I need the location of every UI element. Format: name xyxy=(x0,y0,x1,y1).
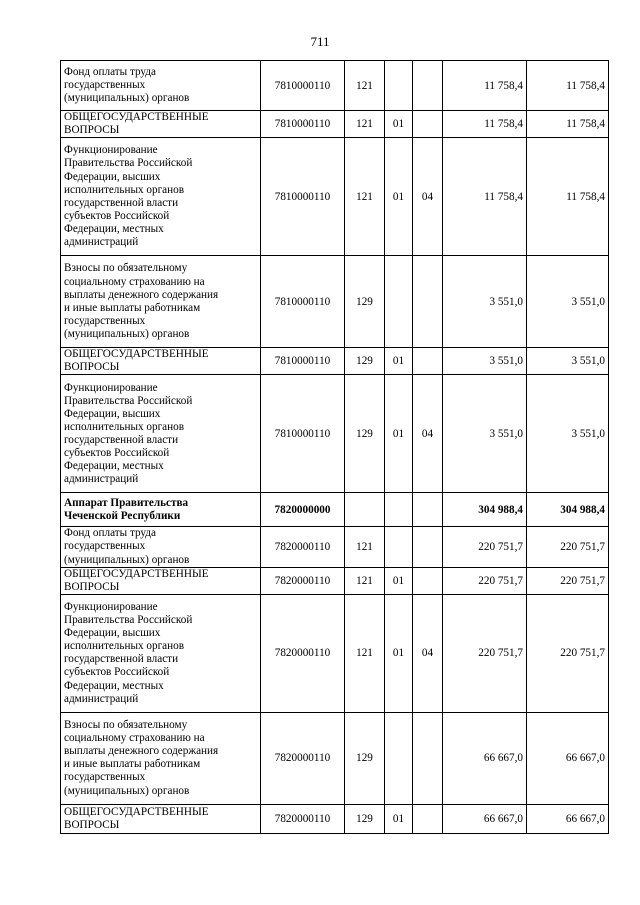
row-name xyxy=(61,804,261,833)
row-name-line: Взносы по обязательному xyxy=(64,719,188,732)
row-name-line: Правительства Российской xyxy=(64,157,193,170)
section-code: 01 xyxy=(385,111,413,138)
amount-1: 11 758,4 xyxy=(443,138,527,256)
amount-2: 220 751,7 xyxy=(527,567,609,594)
amount-1: 3 551,0 xyxy=(443,256,527,348)
target-article-code: 7810000110 xyxy=(261,256,345,348)
row-name-line: ВОПРОСЫ xyxy=(64,361,120,374)
subsection-code xyxy=(413,111,443,138)
row-name-line: администраций xyxy=(64,692,139,705)
row-name xyxy=(61,493,261,527)
row-name-line: государственной власти xyxy=(64,433,179,446)
subsection-code: 04 xyxy=(413,375,443,493)
expense-type-code: 129 xyxy=(345,375,385,493)
amount-1: 66 667,0 xyxy=(443,804,527,833)
target-article-code: 7820000110 xyxy=(261,804,345,833)
table-row xyxy=(61,61,609,111)
target-article-code: 7820000110 xyxy=(261,594,345,712)
subsection-code xyxy=(413,712,443,804)
target-article-code: 7820000110 xyxy=(261,527,345,567)
row-name-line: Функционирование xyxy=(64,600,158,613)
amount-2: 220 751,7 xyxy=(527,594,609,712)
section-code xyxy=(385,256,413,348)
row-name-line: ОБЩЕГОСУДАРСТВЕННЫЕ xyxy=(64,348,209,361)
section-code xyxy=(385,493,413,527)
expense-type-code: 129 xyxy=(345,712,385,804)
table-row xyxy=(61,138,609,256)
row-name-line: государственных xyxy=(64,540,146,553)
subsection-code xyxy=(413,804,443,833)
row-name-line: и иные выплаты работникам xyxy=(64,301,201,314)
target-article-code: 7810000110 xyxy=(261,375,345,493)
amount-2: 11 758,4 xyxy=(527,61,609,111)
section-code: 01 xyxy=(385,375,413,493)
section-code: 01 xyxy=(385,594,413,712)
subsection-code: 04 xyxy=(413,594,443,712)
amount-2: 304 988,4 xyxy=(527,493,609,527)
row-name-line: ВОПРОСЫ xyxy=(64,818,120,831)
row-name-line: администраций xyxy=(64,473,139,486)
amount-1: 3 551,0 xyxy=(443,375,527,493)
section-code: 01 xyxy=(385,567,413,594)
row-name xyxy=(61,594,261,712)
row-name-line: выплаты денежного содержания xyxy=(64,288,219,301)
row-name-line: исполнительных органов xyxy=(64,640,184,653)
row-name xyxy=(61,111,261,138)
row-name-line: социальному страхованию на xyxy=(64,275,205,288)
target-article-code: 7810000110 xyxy=(261,138,345,256)
row-name-line: администраций xyxy=(64,235,139,248)
row-name-line: государственных xyxy=(64,771,146,784)
row-name-line: (муниципальных) органов xyxy=(64,553,190,566)
table-body xyxy=(61,61,609,834)
target-article-code: 7810000110 xyxy=(261,111,345,138)
row-name xyxy=(61,567,261,594)
subsection-code xyxy=(413,348,443,375)
row-name-line: исполнительных органов xyxy=(64,183,184,196)
amount-2: 220 751,7 xyxy=(527,527,609,567)
subsection-code xyxy=(413,493,443,527)
amount-2: 11 758,4 xyxy=(527,138,609,256)
table-row xyxy=(61,527,609,567)
amount-1: 11 758,4 xyxy=(443,111,527,138)
amount-1: 220 751,7 xyxy=(443,527,527,567)
row-name-line: Федерации, местных xyxy=(64,460,164,473)
section-code xyxy=(385,61,413,111)
row-name xyxy=(61,348,261,375)
amount-2: 3 551,0 xyxy=(527,256,609,348)
amount-2: 66 667,0 xyxy=(527,804,609,833)
row-name-line: государственных xyxy=(64,314,146,327)
row-name-line: Правительства Российской xyxy=(64,394,193,407)
row-name-line: Функционирование xyxy=(64,381,158,394)
section-code xyxy=(385,712,413,804)
row-name-line: исполнительных органов xyxy=(64,420,184,433)
table-row xyxy=(61,712,609,804)
row-name-line: Взносы по обязательному xyxy=(64,262,188,275)
expense-type-code xyxy=(345,493,385,527)
row-name-line: Аппарат Правительства xyxy=(64,496,189,509)
section-code: 01 xyxy=(385,348,413,375)
amount-2: 3 551,0 xyxy=(527,375,609,493)
row-name-line: Федерации, местных xyxy=(64,222,164,235)
row-name-line: государственной власти xyxy=(64,196,179,209)
row-name-line: (муниципальных) органов xyxy=(64,92,190,105)
target-article-code: 7810000110 xyxy=(261,348,345,375)
target-article-code: 7810000110 xyxy=(261,61,345,111)
amount-1: 220 751,7 xyxy=(443,567,527,594)
row-name-line: социальному страхованию на xyxy=(64,732,205,745)
row-name xyxy=(61,256,261,348)
expense-type-code: 121 xyxy=(345,138,385,256)
row-name-line: и иные выплаты работникам xyxy=(64,758,201,771)
expense-type-code: 129 xyxy=(345,348,385,375)
table-row xyxy=(61,256,609,348)
table-row xyxy=(61,111,609,138)
row-name xyxy=(61,375,261,493)
subsection-code xyxy=(413,61,443,111)
row-name-line: Правительства Российской xyxy=(64,614,193,627)
row-name-line: ОБЩЕГОСУДАРСТВЕННЫЕ xyxy=(64,567,209,580)
subsection-code xyxy=(413,256,443,348)
amount-1: 220 751,7 xyxy=(443,594,527,712)
subsection-code xyxy=(413,567,443,594)
subsection-code: 04 xyxy=(413,138,443,256)
expense-type-code: 121 xyxy=(345,567,385,594)
row-name xyxy=(61,61,261,111)
amount-2: 3 551,0 xyxy=(527,348,609,375)
row-name-line: Фонд оплаты труда xyxy=(64,65,156,78)
row-name xyxy=(61,527,261,567)
amount-1: 66 667,0 xyxy=(443,712,527,804)
row-name-line: Федерации, высших xyxy=(64,627,161,640)
row-name-line: (муниципальных) органов xyxy=(64,784,190,797)
row-name-line: ОБЩЕГОСУДАРСТВЕННЫЕ xyxy=(64,111,209,123)
table-row xyxy=(61,804,609,833)
row-name-line: государственной власти xyxy=(64,653,179,666)
amount-1: 3 551,0 xyxy=(443,348,527,375)
expense-type-code: 121 xyxy=(345,111,385,138)
table-row xyxy=(61,594,609,712)
expense-type-code: 121 xyxy=(345,61,385,111)
table-row xyxy=(61,567,609,594)
amount-2: 11 758,4 xyxy=(527,111,609,138)
row-name-line: Федерации, высших xyxy=(64,170,161,183)
row-name-line: Функционирование xyxy=(64,144,158,157)
target-article-code: 7820000000 xyxy=(261,493,345,527)
target-article-code: 7820000110 xyxy=(261,567,345,594)
row-name xyxy=(61,712,261,804)
table-row xyxy=(61,348,609,375)
table-row xyxy=(61,375,609,493)
page-number: 711 xyxy=(310,34,330,49)
row-name-line: Чеченской Республики xyxy=(64,509,181,522)
amount-1: 11 758,4 xyxy=(443,61,527,111)
row-name xyxy=(61,138,261,256)
expense-type-code: 121 xyxy=(345,594,385,712)
row-name-line: Федерации, высших xyxy=(64,407,161,420)
row-name-line: ВОПРОСЫ xyxy=(64,580,120,593)
row-name-line: ВОПРОСЫ xyxy=(64,124,120,137)
row-name-line: субъектов Российской xyxy=(64,446,170,459)
row-name-line: Фонд оплаты труда xyxy=(64,527,156,540)
target-article-code: 7820000110 xyxy=(261,712,345,804)
subsection-code xyxy=(413,527,443,567)
section-code xyxy=(385,527,413,567)
amount-2: 66 667,0 xyxy=(527,712,609,804)
expense-type-code: 129 xyxy=(345,256,385,348)
row-name-line: государственных xyxy=(64,78,146,91)
row-name-line: Федерации, местных xyxy=(64,679,164,692)
budget-table xyxy=(60,60,609,834)
section-code: 01 xyxy=(385,138,413,256)
expense-type-code: 129 xyxy=(345,804,385,833)
row-name-line: (муниципальных) органов xyxy=(64,327,190,340)
row-name-line: ОБЩЕГОСУДАРСТВЕННЫЕ xyxy=(64,805,209,818)
row-name-line: выплаты денежного содержания xyxy=(64,745,219,758)
table-row xyxy=(61,493,609,527)
section-code: 01 xyxy=(385,804,413,833)
expense-type-code: 121 xyxy=(345,527,385,567)
row-name-line: субъектов Российской xyxy=(64,209,170,222)
amount-1: 304 988,4 xyxy=(443,493,527,527)
row-name-line: субъектов Российской xyxy=(64,666,170,679)
